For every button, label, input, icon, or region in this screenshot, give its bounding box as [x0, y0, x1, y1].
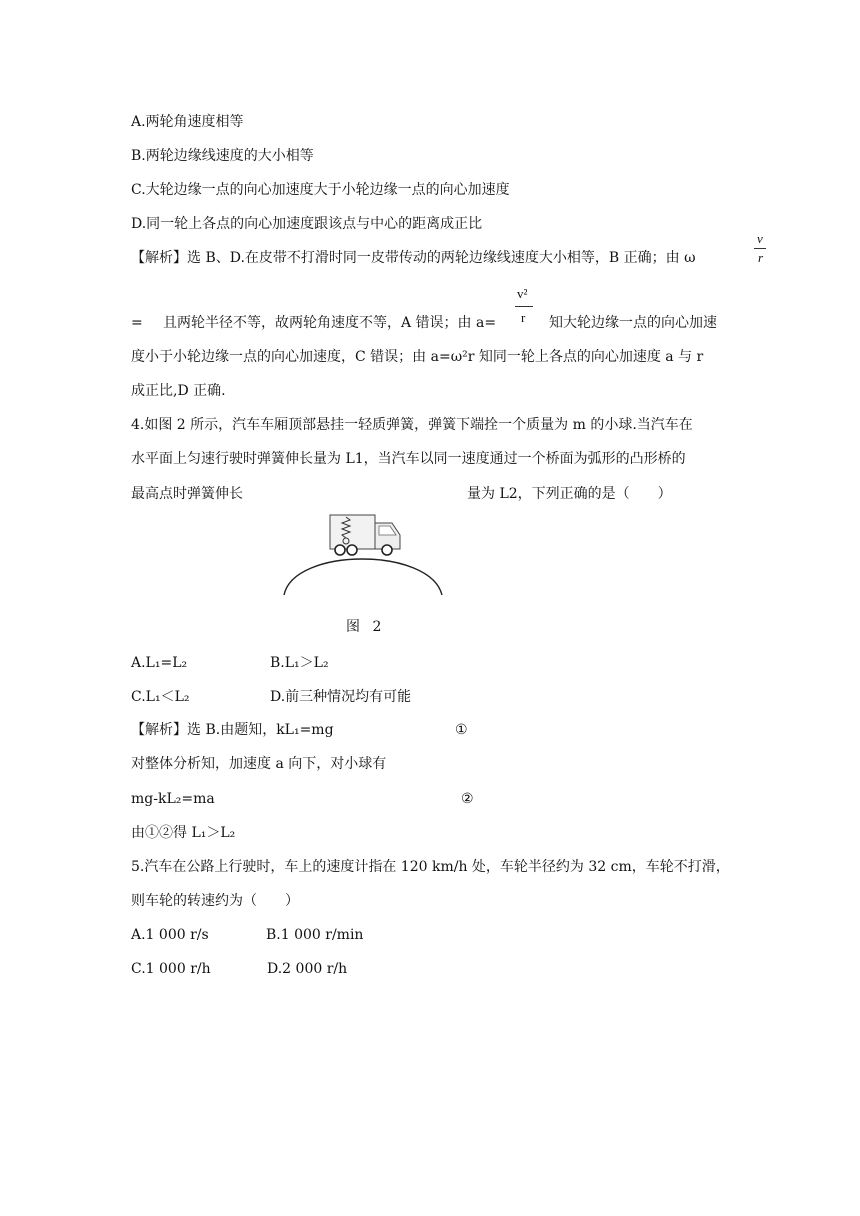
figure-caption: 图 2	[346, 619, 386, 635]
q3-analysis-line3: 度小于小轮边缘一点的向心加速度，C 错误；由 a=ω²r 知同一轮上各点的向心加速度 a 与 r	[131, 349, 704, 365]
q4-option-b: B.L₁＞L₂	[270, 655, 329, 671]
fraction-v2-over-r-numerator: v²	[517, 286, 528, 301]
q4-analysis-line4: 由①②得 L₁＞L₂	[131, 825, 236, 841]
fraction-v-over-r-numerator: v	[757, 231, 763, 246]
fraction-bar	[754, 248, 766, 249]
q4-analysis-line2: 对整体分析知，加速度 a 向下，对小球有	[131, 756, 387, 772]
q3-option-d: D.同一轮上各点的向心加速度跟该点与中心的距离成正比	[131, 216, 483, 232]
q3-analysis-line2: 且两轮半径不等，故两轮角速度不等，A 错误；由 a=	[163, 315, 497, 331]
q5-option-c: C.1 000 r/h	[131, 961, 211, 977]
convex-bridge-arc	[284, 559, 442, 595]
q4-stem-line3-end: 量为 L2，下列正确的是（ ）	[467, 486, 672, 502]
q4-stem-line2: 水平面上匀速行驶时弹簧伸长量为 L1，当汽车以同一速度通过一个桥面为弧形的凸形桥的	[131, 451, 686, 467]
q5-option-a: A.1 000 r/s	[131, 927, 209, 943]
q3-equals-sign: =	[131, 315, 143, 331]
wheel-icon	[382, 545, 392, 555]
fraction-bar	[515, 306, 533, 307]
q4-analysis-line3: mg-kL₂=ma	[131, 791, 215, 807]
truck-on-bridge-figure	[270, 505, 460, 605]
q3-analysis-line4: 成正比,D 正确.	[131, 383, 226, 399]
fraction-v-over-r-denominator: r	[758, 250, 764, 265]
q3-analysis-line2-end: 知大轮边缘一点的向心加速	[549, 315, 717, 331]
truck-cargo-box	[330, 515, 375, 549]
q5-stem-line2: 则车轮的转速约为（ ）	[131, 893, 299, 909]
equation-marker-2: ②	[461, 791, 474, 807]
q4-option-a: A.L₁=L₂	[131, 655, 188, 671]
fraction-v2-over-r-denominator: r	[521, 310, 526, 325]
q5-stem-line1: 5.汽车在公路上行驶时，车上的速度计指在 120 km/h 处，车轮半径约为 32 cm，车轮不打滑，	[131, 859, 730, 875]
q3-option-a: A.两轮角速度相等	[131, 114, 244, 130]
q5-option-b: B.1 000 r/min	[266, 927, 364, 943]
equation-marker-1: ①	[455, 722, 468, 738]
q4-stem-line3: 最高点时弹簧伸长	[131, 486, 243, 502]
wheel-icon	[335, 545, 345, 555]
q4-stem-line1: 4.如图 2 所示，汽车车厢顶部悬挂一轻质弹簧，弹簧下端拴一个质量为 m 的小球.当汽车在	[131, 417, 693, 433]
q3-option-b: B.两轮边缘线速度的大小相等	[131, 148, 314, 164]
q4-option-c: C.L₁＜L₂	[131, 689, 190, 705]
wheel-icon	[347, 545, 357, 555]
q3-option-c: C.大轮边缘一点的向心加速度大于小轮边缘一点的向心加速度	[131, 182, 510, 198]
q4-option-d: D.前三种情况均有可能	[270, 689, 412, 705]
q4-analysis-line1: 【解析】选 B.由题知，kL₁=mg	[131, 722, 334, 738]
q3-analysis-line1: 【解析】选 B、D.在皮带不打滑时同一皮带传动的两轮边缘线速度大小相等，B 正确；由 ω	[131, 250, 696, 266]
q5-option-d: D.2 000 r/h	[267, 961, 348, 977]
